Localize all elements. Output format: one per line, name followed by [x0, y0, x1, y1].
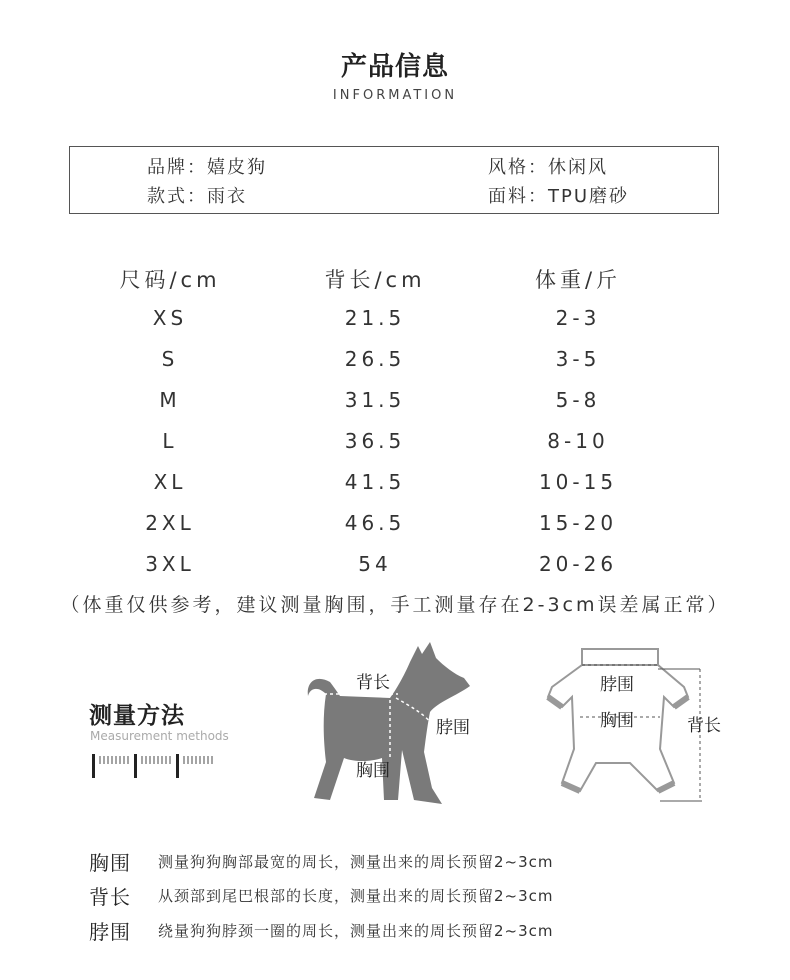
- definition-term: 背长: [89, 885, 131, 909]
- cell-back-length: 36.5: [344, 429, 406, 453]
- page-subtitle: INFORMATION: [332, 88, 458, 103]
- cell-back-length: 26.5: [344, 347, 406, 371]
- header-weight: 体重/斤: [534, 268, 622, 292]
- cell-weight: 5-8: [555, 388, 601, 412]
- cell-weight: 3-5: [555, 347, 601, 371]
- cell-back-length: 31.5: [344, 388, 406, 412]
- dog-label-chest: 胸围: [356, 761, 390, 781]
- cell-weight: 20-26: [538, 552, 618, 576]
- cell-size: XS: [152, 306, 188, 330]
- dog-label-back: 背长: [356, 673, 390, 693]
- definition-desc: 测量狗狗胸部最宽的周长，测量出来的周长预留2~3cm: [158, 853, 554, 871]
- cell-size: XL: [153, 470, 187, 494]
- info-style: 风格：休闲风: [488, 157, 608, 178]
- cell-back-length: 21.5: [344, 306, 406, 330]
- dog-label-neck: 脖围: [436, 718, 470, 738]
- info-fabric: 面料：TPU磨砂: [488, 186, 630, 207]
- cell-back-length: 41.5: [344, 470, 406, 494]
- measure-title: 测量方法: [89, 703, 185, 729]
- info-type: 款式：雨衣: [147, 186, 247, 207]
- cell-size: 3XL: [145, 552, 195, 576]
- cell-weight: 8-10: [547, 429, 609, 453]
- cell-weight: 10-15: [538, 470, 618, 494]
- definition-term: 脖围: [89, 920, 131, 944]
- definition-desc: 从颈部到尾巴根部的长度，测量出来的周长预留2~3cm: [158, 887, 554, 905]
- cell-weight: 15-20: [538, 511, 618, 535]
- cell-weight: 2-3: [555, 306, 601, 330]
- size-note: （体重仅供参考，建议测量胸围，手工测量存在2-3cm误差属正常）: [60, 594, 730, 616]
- definition-term: 胸围: [89, 851, 131, 875]
- header-size: 尺码/cm: [119, 268, 221, 292]
- cell-size: M: [159, 388, 181, 412]
- info-brand: 品牌：嬉皮狗: [147, 157, 267, 178]
- cell-back-length: 54: [358, 552, 392, 576]
- measure-subtitle: Measurement methods: [90, 729, 229, 743]
- garment-label-neck: 脖围: [600, 675, 634, 695]
- cell-size: S: [161, 347, 179, 371]
- page-title: 产品信息: [340, 52, 449, 82]
- ruler-icon: [90, 752, 220, 780]
- garment-label-chest: 胸围: [600, 711, 634, 731]
- cell-size: L: [162, 429, 178, 453]
- cell-back-length: 46.5: [344, 511, 406, 535]
- header-back-length: 背长/cm: [324, 268, 426, 292]
- garment-label-back: 背长: [687, 716, 721, 736]
- definition-desc: 绕量狗狗脖颈一圈的周长，测量出来的周长预留2~3cm: [158, 922, 554, 940]
- cell-size: 2XL: [145, 511, 195, 535]
